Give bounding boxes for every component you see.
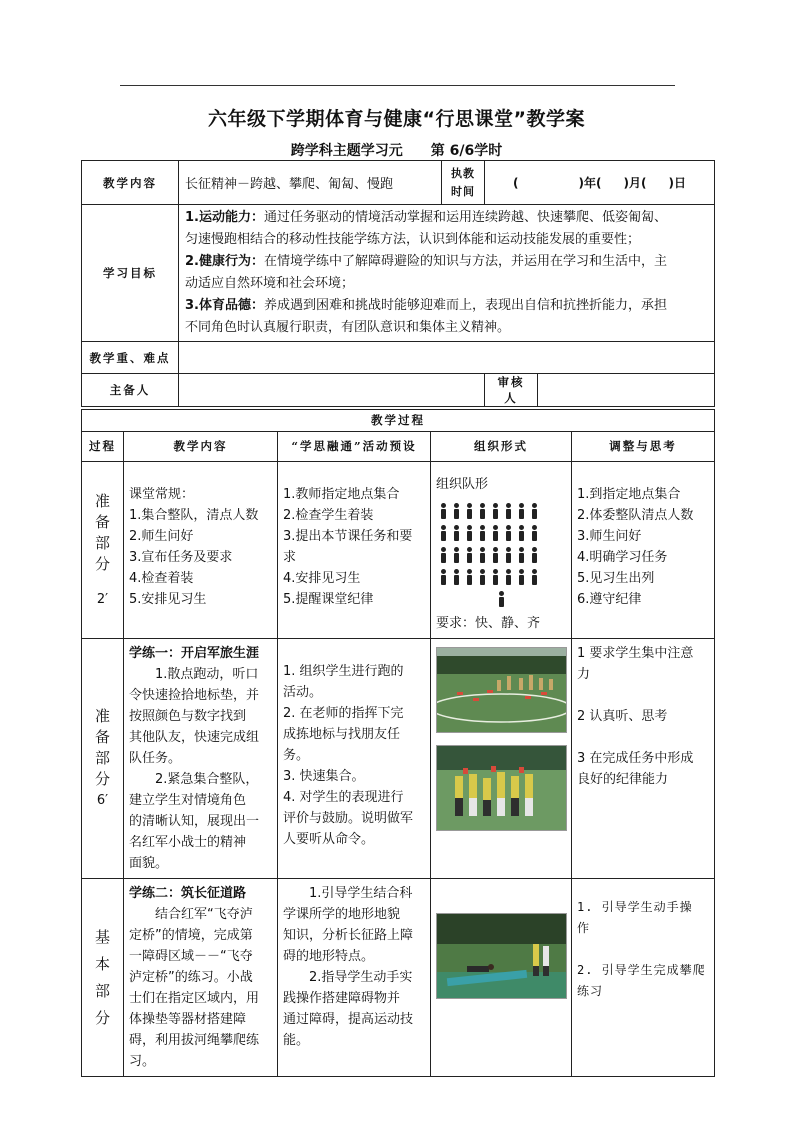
student-icon [505, 503, 511, 519]
lesson-label: 第 6/6学时 [430, 143, 503, 159]
organization-cell [431, 462, 572, 639]
organization-cell [431, 639, 572, 879]
student-icon [440, 525, 446, 541]
time-label: 执教 时间 [442, 161, 485, 205]
student-icon [453, 503, 459, 519]
student-icon [505, 525, 511, 541]
student-icon [479, 503, 485, 519]
teacher-icon [498, 591, 504, 607]
student-icon [453, 569, 459, 585]
duration: 2′ [96, 591, 109, 607]
adjust-cell: 1 要求学生集中注意 力 2 认真听、思考 3 在完成任务中形成 良好的纪律能力 [572, 639, 715, 879]
reviewer-label: 审核人 [485, 374, 538, 407]
student-icon [492, 525, 498, 541]
student-icon [518, 547, 524, 563]
phase-cell: 基 本 部 分 [82, 879, 124, 1077]
activity-cell: 1. 组织学生进行跑的 活动。 2. 在老师的指挥下完 成拣地标与找朋友任 务。 3. 快速集合。 4. 对学生的表现进行 评价与鼓励。说明做军 人要听从命令。 [278, 639, 431, 879]
student-icon [440, 547, 446, 563]
table-row [82, 462, 715, 639]
adjust-cell: 1. 引导学生动手操 作 2. 引导学生完成攀爬 练习 [572, 879, 715, 1077]
student-icon [479, 569, 485, 585]
table-row [82, 879, 715, 1077]
organization-cell [431, 879, 572, 1077]
goal-3: 3.体育品德：养成遇到困难和挑战时能够迎难而上，表现出自信和抗挫折能力，承担 [185, 298, 667, 313]
student-icon [492, 503, 498, 519]
goal-2: 2.健康行为：在情境学练中了解障碍避险的知识与方法，并运用在学习和生活中，主 [185, 254, 667, 269]
key-points-value [179, 342, 715, 374]
preparer-value [179, 374, 485, 407]
lesson-info-table [81, 160, 715, 407]
student-icon [479, 547, 485, 563]
student-icon [505, 547, 511, 563]
col-header-phase: 过程 [82, 432, 124, 462]
phase-cell: 准 备 部 分 2′ [82, 462, 124, 639]
student-icon [531, 547, 537, 563]
student-icon [518, 525, 524, 541]
student-icon [531, 569, 537, 585]
page-title: 六年级下学期体育与健康“行思课堂”教学案 [208, 108, 585, 130]
formation-note: 要求：快、静、齐 [436, 616, 541, 631]
student-icon [505, 569, 511, 585]
team-gathering-photo [436, 745, 567, 831]
team-running-photo [436, 647, 567, 733]
student-icon [440, 569, 446, 585]
student-icon [518, 503, 524, 519]
activity-cell: 1.教师指定地点集合 2.检查学生着装 3.提出本节课任务和要 求 4.安排见习生 5.提醒课堂纪律 [278, 462, 431, 639]
adjust-cell: 1.到指定地点集合 2.体委整队清点人数 3.师生问好 4.明确学习任务 5.见习生出列 6.遵守纪律 [572, 462, 715, 639]
student-icon [466, 503, 472, 519]
goal-label: 学习目标 [82, 205, 179, 342]
student-icon [518, 569, 524, 585]
activity-cell: 1.引导学生结合科 学课所学的地形地貌 知识，分析长征路上障 碍的地形特点。 2.指导学生动手实 践操作搭建障碍物并 通过障碍，提高运动技 能。 [278, 879, 431, 1077]
student-icon [531, 525, 537, 541]
formation-title: 组织队形 [436, 477, 489, 492]
content-label: 教学内容 [82, 161, 179, 205]
goal-1: 1.运动能力：通过任务驱动的情境活动掌握和运用连续跨越、快速攀爬、低姿匍匐、 [185, 210, 667, 225]
student-icon [492, 547, 498, 563]
student-icon [440, 503, 446, 519]
col-header-content: 教学内容 [124, 432, 278, 462]
teaching-process-table [81, 409, 715, 1077]
process-title: 教学过程 [82, 410, 715, 432]
col-header-adjustment: 调整与思考 [572, 432, 715, 462]
page-subtitle [0, 140, 793, 160]
formation-diagram [440, 503, 566, 607]
content-value: 长征精神－跨越、攀爬、匍匐、慢跑 [179, 161, 442, 205]
student-icon [492, 569, 498, 585]
col-header-organization: 组织形式 [431, 432, 572, 462]
table-row [82, 639, 715, 879]
date-value: ( )年( )月( )日 [485, 161, 715, 205]
student-icon [479, 525, 485, 541]
col-header-activity: “学思融通”活动预设 [278, 432, 431, 462]
reviewer-value [538, 374, 715, 407]
student-icon [531, 503, 537, 519]
key-points-label: 教学重、难点 [82, 342, 179, 374]
practice-title: 学练二：筑长征道路 [129, 886, 247, 901]
student-icon [466, 569, 472, 585]
student-icon [466, 547, 472, 563]
climbing-practice-photo [436, 913, 567, 999]
content-cell: 学练二：筑长征道路 结合红军“飞夺泸 定桥”的情境，完成第 一障碍区域－－“飞夺 泸定桥”的练习。小战 士们在指定区域内，用 体操垫等器材搭建障 碍，利用拔河绳攀爬练 习。 [124, 879, 278, 1077]
phase-cell: 准 备 部 分 6′ [82, 639, 124, 879]
goals-cell: 1.运动能力：通过任务驱动的情境活动掌握和运用连续跨越、快速攀爬、低姿匍匐、 匀速慢跑相结合的移动性技能学练方法，认识到体能和运动技能发展的重要性； 2.健康行为：在情境学练中了解障碍避险的知识与方法，并运用在学习和生活中，主 动适应自然环境和社会环境； 3.体育品德：养成遇到困难和挑战时能够迎难而上，表现出自信和抗挫折能力，承担 不同角色时认真履行职责，有团队意识和集体主义精神。 [179, 205, 715, 342]
practice-title: 学练一：开启军旅生涯 [129, 646, 260, 661]
unit-label: 跨学科主题学习元 [290, 143, 403, 159]
preparer-label: 主备人 [82, 374, 179, 407]
duration: 6′ [96, 793, 109, 808]
header-rule [120, 85, 675, 86]
content-cell: 课堂常规： 1.集合整队，清点人数 2.师生问好 3.宣布任务及要求 4.检查着装 5.安排见习生 [124, 462, 278, 639]
student-icon [453, 547, 459, 563]
student-icon [466, 525, 472, 541]
student-icon [453, 525, 459, 541]
content-cell: 学练一：开启军旅生涯 1.散点跑动，听口 令快速捡拾地标垫，并 按照颜色与数字找到 其他队友，快速完成组 队任务。 2.紧急集合整队， 建立学生对情境角色 的清晰认知，展现出一 名红军小战士的精神 面貌。 [124, 639, 278, 879]
